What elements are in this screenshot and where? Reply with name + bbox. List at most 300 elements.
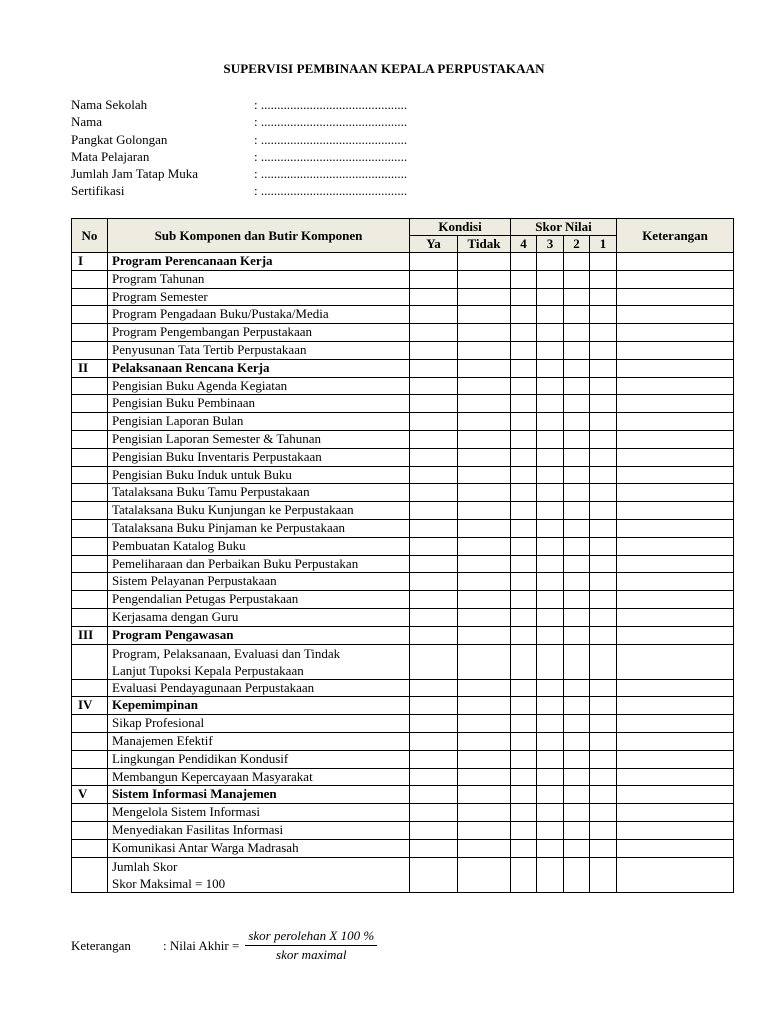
- cell-tidak[interactable]: [458, 608, 511, 626]
- cell-skor-2[interactable]: [564, 253, 590, 271]
- cell-skor-3[interactable]: [537, 288, 564, 306]
- cell-ya[interactable]: [410, 804, 458, 822]
- cell-skor-4[interactable]: [511, 395, 537, 413]
- cell-skor-4[interactable]: [511, 839, 537, 857]
- cell-ya[interactable]: [410, 591, 458, 609]
- cell-skor-4[interactable]: [511, 466, 537, 484]
- cell-skor-2[interactable]: [564, 679, 590, 697]
- header-skor-nilai: Skor Nilai: [511, 219, 617, 236]
- cell-tidak[interactable]: [458, 341, 511, 359]
- cell-keterangan[interactable]: [617, 502, 734, 520]
- cell-keterangan[interactable]: [617, 626, 734, 644]
- cell-skor-3[interactable]: [537, 395, 564, 413]
- cell-skor-4[interactable]: [511, 377, 537, 395]
- cell-skor-2[interactable]: [564, 484, 590, 502]
- cell-tidak[interactable]: [458, 288, 511, 306]
- cell-skor-4[interactable]: [511, 537, 537, 555]
- cell-tidak[interactable]: [458, 839, 511, 857]
- cell-skor-2[interactable]: [564, 697, 590, 715]
- cell-skor-2[interactable]: [564, 591, 590, 609]
- cell-skor-4[interactable]: [511, 804, 537, 822]
- cell-skor-3[interactable]: [537, 484, 564, 502]
- row-item: Pengisian Buku Induk untuk Buku: [108, 466, 410, 484]
- cell-skor-4[interactable]: [511, 324, 537, 342]
- cell-skor-3[interactable]: [537, 270, 564, 288]
- cell-skor-4[interactable]: [511, 821, 537, 839]
- identity-value[interactable]: : .............................................: [254, 131, 408, 147]
- cell-skor-4[interactable]: [511, 359, 537, 377]
- cell-skor-2[interactable]: [564, 768, 590, 786]
- table-row: [72, 821, 734, 839]
- cell-skor-4[interactable]: [511, 413, 537, 431]
- cell-skor-1[interactable]: [590, 502, 617, 520]
- cell-keterangan[interactable]: [617, 608, 734, 626]
- cell-skor-1[interactable]: [590, 288, 617, 306]
- cell-skor-4[interactable]: [511, 253, 537, 271]
- row-number: [72, 395, 108, 413]
- cell-skor-4[interactable]: [511, 341, 537, 359]
- section-row: [72, 626, 734, 644]
- identity-value[interactable]: : .............................................: [254, 183, 408, 199]
- cell-skor-4[interactable]: [511, 555, 537, 573]
- row-number: [72, 324, 108, 342]
- cell-keterangan[interactable]: [617, 573, 734, 591]
- cell-keterangan[interactable]: [617, 768, 734, 786]
- cell-skor-3[interactable]: [537, 644, 564, 679]
- cell-skor-4[interactable]: [511, 591, 537, 609]
- cell-skor-1[interactable]: [590, 573, 617, 591]
- row-item: Pengendalian Petugas Perpustakaan: [108, 591, 410, 609]
- cell-ya[interactable]: [410, 253, 458, 271]
- cell-skor-4[interactable]: [511, 626, 537, 644]
- cell-tidak[interactable]: [458, 697, 511, 715]
- cell-skor-1[interactable]: [590, 591, 617, 609]
- cell-tidak[interactable]: [458, 626, 511, 644]
- cell-keterangan[interactable]: [617, 270, 734, 288]
- cell-ya[interactable]: [410, 839, 458, 857]
- cell-skor-2[interactable]: [564, 626, 590, 644]
- cell-skor-4[interactable]: [511, 448, 537, 466]
- cell-ya[interactable]: [410, 821, 458, 839]
- row-number: [72, 288, 108, 306]
- identity-row: [71, 148, 407, 165]
- cell-skor-1[interactable]: [590, 732, 617, 750]
- cell-tidak[interactable]: [458, 395, 511, 413]
- cell-skor-2[interactable]: [564, 821, 590, 839]
- row-item: Pengisian Buku Pembinaan: [108, 395, 410, 413]
- cell-skor-3[interactable]: [537, 857, 564, 892]
- cell-skor-4[interactable]: [511, 679, 537, 697]
- cell-skor-1[interactable]: [590, 430, 617, 448]
- cell-tidak[interactable]: [458, 573, 511, 591]
- cell-tidak[interactable]: [458, 448, 511, 466]
- cell-skor-4[interactable]: [511, 644, 537, 679]
- row-item: Program Pengadaan Buku/Pustaka/Media: [108, 306, 410, 324]
- row-item-line: Skor Maksimal = 100: [112, 875, 226, 891]
- row-number: [72, 591, 108, 609]
- cell-tidak[interactable]: [458, 644, 511, 679]
- table-row: [72, 573, 734, 591]
- formula-denominator: skor maximal: [276, 947, 347, 962]
- cell-skor-3[interactable]: [537, 253, 564, 271]
- table-row: [72, 341, 734, 359]
- cell-ya[interactable]: [410, 359, 458, 377]
- cell-keterangan[interactable]: [617, 644, 734, 679]
- cell-ya[interactable]: [410, 644, 458, 679]
- cell-skor-2[interactable]: [564, 466, 590, 484]
- cell-tidak[interactable]: [458, 359, 511, 377]
- cell-keterangan[interactable]: [617, 395, 734, 413]
- cell-ya[interactable]: [410, 448, 458, 466]
- cell-skor-1[interactable]: [590, 644, 617, 679]
- cell-skor-3[interactable]: [537, 413, 564, 431]
- supervision-table: [71, 218, 734, 893]
- cell-keterangan[interactable]: [617, 555, 734, 573]
- cell-skor-1[interactable]: [590, 484, 617, 502]
- cell-skor-1[interactable]: [590, 697, 617, 715]
- cell-skor-2[interactable]: [564, 804, 590, 822]
- cell-skor-2[interactable]: [564, 786, 590, 804]
- cell-skor-3[interactable]: [537, 732, 564, 750]
- identity-label: Sertifikasi: [71, 183, 125, 199]
- row-item: Penyusunan Tata Tertib Perpustakaan: [108, 341, 410, 359]
- cell-skor-1[interactable]: [590, 768, 617, 786]
- cell-ya[interactable]: [410, 324, 458, 342]
- cell-skor-2[interactable]: [564, 732, 590, 750]
- row-item: Kepemimpinan: [108, 697, 410, 715]
- cell-keterangan[interactable]: [617, 804, 734, 822]
- row-item: Mengelola Sistem Informasi: [108, 804, 410, 822]
- cell-skor-3[interactable]: [537, 573, 564, 591]
- cell-skor-2[interactable]: [564, 750, 590, 768]
- cell-keterangan[interactable]: [617, 413, 734, 431]
- cell-skor-3[interactable]: [537, 679, 564, 697]
- section-row: [72, 253, 734, 271]
- cell-skor-2[interactable]: [564, 839, 590, 857]
- cell-skor-2[interactable]: [564, 341, 590, 359]
- cell-skor-1[interactable]: [590, 537, 617, 555]
- identity-value[interactable]: : .............................................: [254, 97, 408, 112]
- cell-skor-3[interactable]: [537, 502, 564, 520]
- identity-label: Nama Sekolah: [71, 97, 148, 112]
- cell-tidak[interactable]: [458, 502, 511, 520]
- cell-tidak[interactable]: [458, 270, 511, 288]
- cell-ya[interactable]: [410, 413, 458, 431]
- row-number: [72, 341, 108, 359]
- cell-ya[interactable]: [410, 519, 458, 537]
- row-item: Komunikasi Antar Warga Madrasah: [108, 839, 410, 857]
- cell-skor-3[interactable]: [537, 608, 564, 626]
- cell-keterangan[interactable]: [617, 359, 734, 377]
- cell-skor-3[interactable]: [537, 448, 564, 466]
- cell-skor-3[interactable]: [537, 519, 564, 537]
- cell-tidak[interactable]: [458, 555, 511, 573]
- cell-skor-2[interactable]: [564, 715, 590, 733]
- formula-numerator: skor perolehan X 100 %: [245, 928, 377, 946]
- row-item: Lingkungan Pendidikan Kondusif: [108, 750, 410, 768]
- cell-keterangan[interactable]: [617, 466, 734, 484]
- cell-skor-2[interactable]: [564, 359, 590, 377]
- cell-skor-1[interactable]: [590, 377, 617, 395]
- identity-value[interactable]: : .............................................: [254, 148, 408, 164]
- identity-value[interactable]: : .............................................: [254, 166, 408, 182]
- cell-keterangan[interactable]: [617, 591, 734, 609]
- cell-skor-2[interactable]: [564, 448, 590, 466]
- cell-skor-3[interactable]: [537, 839, 564, 857]
- cell-skor-3[interactable]: [537, 341, 564, 359]
- cell-skor-2[interactable]: [564, 324, 590, 342]
- cell-tidak[interactable]: [458, 768, 511, 786]
- cell-skor-1[interactable]: [590, 359, 617, 377]
- cell-skor-3[interactable]: [537, 430, 564, 448]
- cell-skor-1[interactable]: [590, 413, 617, 431]
- cell-skor-2[interactable]: [564, 430, 590, 448]
- cell-skor-3[interactable]: [537, 324, 564, 342]
- cell-skor-2[interactable]: [564, 644, 590, 679]
- cell-ya[interactable]: [410, 502, 458, 520]
- cell-skor-2[interactable]: [564, 519, 590, 537]
- cell-ya[interactable]: [410, 377, 458, 395]
- cell-skor-3[interactable]: [537, 768, 564, 786]
- cell-skor-1[interactable]: [590, 608, 617, 626]
- cell-skor-4[interactable]: [511, 608, 537, 626]
- cell-skor-3[interactable]: [537, 359, 564, 377]
- row-item: Evaluasi Pendayagunaan Perpustakaan: [108, 679, 410, 697]
- cell-skor-1[interactable]: [590, 786, 617, 804]
- cell-skor-2[interactable]: [564, 608, 590, 626]
- cell-keterangan[interactable]: [617, 697, 734, 715]
- cell-tidak[interactable]: [458, 253, 511, 271]
- cell-tidak[interactable]: [458, 857, 511, 892]
- row-item-line: Lanjut Tupoksi Kepala Perpustakaan: [112, 662, 304, 678]
- cell-tidak[interactable]: [458, 750, 511, 768]
- row-number: IV: [72, 697, 108, 715]
- table-row: [72, 608, 734, 626]
- cell-skor-1[interactable]: [590, 715, 617, 733]
- cell-skor-3[interactable]: [537, 804, 564, 822]
- row-number: [72, 413, 108, 431]
- cell-skor-3[interactable]: [537, 715, 564, 733]
- cell-skor-1[interactable]: [590, 466, 617, 484]
- cell-skor-4[interactable]: [511, 270, 537, 288]
- cell-skor-2[interactable]: [564, 377, 590, 395]
- cell-tidak[interactable]: [458, 484, 511, 502]
- cell-keterangan[interactable]: [617, 448, 734, 466]
- cell-keterangan[interactable]: [617, 484, 734, 502]
- table-row: [72, 715, 734, 733]
- cell-skor-1[interactable]: [590, 804, 617, 822]
- cell-keterangan[interactable]: [617, 821, 734, 839]
- cell-skor-3[interactable]: [537, 591, 564, 609]
- cell-skor-1[interactable]: [590, 341, 617, 359]
- cell-ya[interactable]: [410, 270, 458, 288]
- cell-keterangan[interactable]: [617, 679, 734, 697]
- cell-keterangan[interactable]: [617, 306, 734, 324]
- table-row: [72, 377, 734, 395]
- cell-ya[interactable]: [410, 857, 458, 892]
- cell-skor-2[interactable]: [564, 502, 590, 520]
- cell-skor-4[interactable]: [511, 857, 537, 892]
- cell-tidak[interactable]: [458, 519, 511, 537]
- cell-skor-3[interactable]: [537, 821, 564, 839]
- cell-tidak[interactable]: [458, 804, 511, 822]
- cell-skor-1[interactable]: [590, 555, 617, 573]
- cell-ya[interactable]: [410, 537, 458, 555]
- cell-skor-4[interactable]: [511, 306, 537, 324]
- cell-keterangan[interactable]: [617, 341, 734, 359]
- cell-keterangan[interactable]: [617, 288, 734, 306]
- cell-keterangan[interactable]: [617, 430, 734, 448]
- cell-keterangan[interactable]: [617, 750, 734, 768]
- cell-skor-3[interactable]: [537, 750, 564, 768]
- cell-ya[interactable]: [410, 608, 458, 626]
- cell-keterangan[interactable]: [617, 537, 734, 555]
- cell-skor-2[interactable]: [564, 537, 590, 555]
- table-row: [72, 839, 734, 857]
- identity-label: Pangkat Golongan: [71, 131, 168, 147]
- cell-skor-3[interactable]: [537, 626, 564, 644]
- cell-ya[interactable]: [410, 555, 458, 573]
- cell-ya[interactable]: [410, 750, 458, 768]
- cell-skor-1[interactable]: [590, 519, 617, 537]
- cell-tidak[interactable]: [458, 591, 511, 609]
- cell-skor-4[interactable]: [511, 715, 537, 733]
- cell-tidak[interactable]: [458, 377, 511, 395]
- cell-skor-1[interactable]: [590, 395, 617, 413]
- cell-ya[interactable]: [410, 786, 458, 804]
- cell-skor-1[interactable]: [590, 324, 617, 342]
- row-item-line: Program, Pelaksanaan, Evaluasi dan Tindak: [112, 645, 341, 661]
- cell-skor-1[interactable]: [590, 306, 617, 324]
- cell-tidak[interactable]: [458, 466, 511, 484]
- cell-skor-2[interactable]: [564, 413, 590, 431]
- cell-skor-1[interactable]: [590, 679, 617, 697]
- row-number: [72, 679, 108, 697]
- cell-ya[interactable]: [410, 768, 458, 786]
- note-label: Keterangan: [71, 937, 131, 953]
- cell-skor-4[interactable]: [511, 697, 537, 715]
- cell-keterangan[interactable]: [617, 519, 734, 537]
- row-number: [72, 715, 108, 733]
- cell-skor-2[interactable]: [564, 573, 590, 591]
- cell-tidak[interactable]: [458, 306, 511, 324]
- cell-keterangan[interactable]: [617, 786, 734, 804]
- row-number: [72, 430, 108, 448]
- row-number: [72, 537, 108, 555]
- cell-keterangan[interactable]: [617, 839, 734, 857]
- cell-keterangan[interactable]: [617, 324, 734, 342]
- cell-skor-2[interactable]: [564, 857, 590, 892]
- cell-skor-3[interactable]: [537, 466, 564, 484]
- cell-ya[interactable]: [410, 395, 458, 413]
- cell-ya[interactable]: [410, 679, 458, 697]
- cell-ya[interactable]: [410, 430, 458, 448]
- cell-skor-2[interactable]: [564, 555, 590, 573]
- row-item: Pelaksanaan Rencana Kerja: [108, 359, 410, 377]
- cell-ya[interactable]: [410, 288, 458, 306]
- cell-skor-1[interactable]: [590, 253, 617, 271]
- cell-skor-3[interactable]: [537, 786, 564, 804]
- cell-skor-4[interactable]: [511, 502, 537, 520]
- cell-skor-4[interactable]: [511, 288, 537, 306]
- cell-keterangan[interactable]: [617, 377, 734, 395]
- cell-tidak[interactable]: [458, 715, 511, 733]
- cell-skor-3[interactable]: [537, 537, 564, 555]
- identity-row: [71, 96, 407, 113]
- cell-skor-1[interactable]: [590, 821, 617, 839]
- row-number: [72, 750, 108, 768]
- table-row: [72, 413, 734, 431]
- table-row: [72, 395, 734, 413]
- row-number: [72, 857, 108, 892]
- cell-tidak[interactable]: [458, 821, 511, 839]
- cell-skor-3[interactable]: [537, 697, 564, 715]
- cell-skor-4[interactable]: [511, 573, 537, 591]
- cell-skor-2[interactable]: [564, 288, 590, 306]
- cell-ya[interactable]: [410, 573, 458, 591]
- row-item: Pemeliharaan dan Perbaikan Buku Perpustakan: [108, 555, 410, 573]
- cell-keterangan[interactable]: [617, 715, 734, 733]
- identity-value[interactable]: : .............................................: [254, 114, 408, 130]
- cell-tidak[interactable]: [458, 430, 511, 448]
- cell-skor-3[interactable]: [537, 555, 564, 573]
- cell-skor-1[interactable]: [590, 839, 617, 857]
- cell-skor-3[interactable]: [537, 306, 564, 324]
- row-item: Pengisian Laporan Bulan: [108, 413, 410, 431]
- cell-ya[interactable]: [410, 697, 458, 715]
- row-number: [72, 644, 108, 679]
- cell-skor-1[interactable]: [590, 750, 617, 768]
- cell-keterangan[interactable]: [617, 253, 734, 271]
- cell-tidak[interactable]: [458, 679, 511, 697]
- cell-tidak[interactable]: [458, 786, 511, 804]
- cell-ya[interactable]: [410, 715, 458, 733]
- cell-skor-2[interactable]: [564, 395, 590, 413]
- cell-skor-4[interactable]: [511, 732, 537, 750]
- cell-skor-1[interactable]: [590, 626, 617, 644]
- cell-ya[interactable]: [410, 466, 458, 484]
- cell-skor-2[interactable]: [564, 270, 590, 288]
- header-skor-4: 4: [511, 236, 537, 253]
- cell-skor-1[interactable]: [590, 857, 617, 892]
- cell-skor-4[interactable]: [511, 786, 537, 804]
- row-number: [72, 484, 108, 502]
- cell-ya[interactable]: [410, 626, 458, 644]
- cell-skor-3[interactable]: [537, 377, 564, 395]
- cell-skor-2[interactable]: [564, 306, 590, 324]
- cell-keterangan[interactable]: [617, 857, 734, 892]
- cell-tidak[interactable]: [458, 413, 511, 431]
- cell-keterangan[interactable]: [617, 732, 734, 750]
- cell-skor-4[interactable]: [511, 519, 537, 537]
- row-item: Program Tahunan: [108, 270, 410, 288]
- cell-ya[interactable]: [410, 732, 458, 750]
- cell-tidak[interactable]: [458, 537, 511, 555]
- header-kondisi: Kondisi: [410, 219, 511, 236]
- cell-skor-1[interactable]: [590, 448, 617, 466]
- cell-ya[interactable]: [410, 306, 458, 324]
- cell-tidak[interactable]: [458, 732, 511, 750]
- cell-skor-4[interactable]: [511, 484, 537, 502]
- cell-skor-1[interactable]: [590, 270, 617, 288]
- cell-skor-4[interactable]: [511, 430, 537, 448]
- cell-skor-4[interactable]: [511, 768, 537, 786]
- cell-tidak[interactable]: [458, 324, 511, 342]
- cell-skor-4[interactable]: [511, 750, 537, 768]
- formula-note: [71, 928, 377, 963]
- cell-ya[interactable]: [410, 341, 458, 359]
- cell-ya[interactable]: [410, 484, 458, 502]
